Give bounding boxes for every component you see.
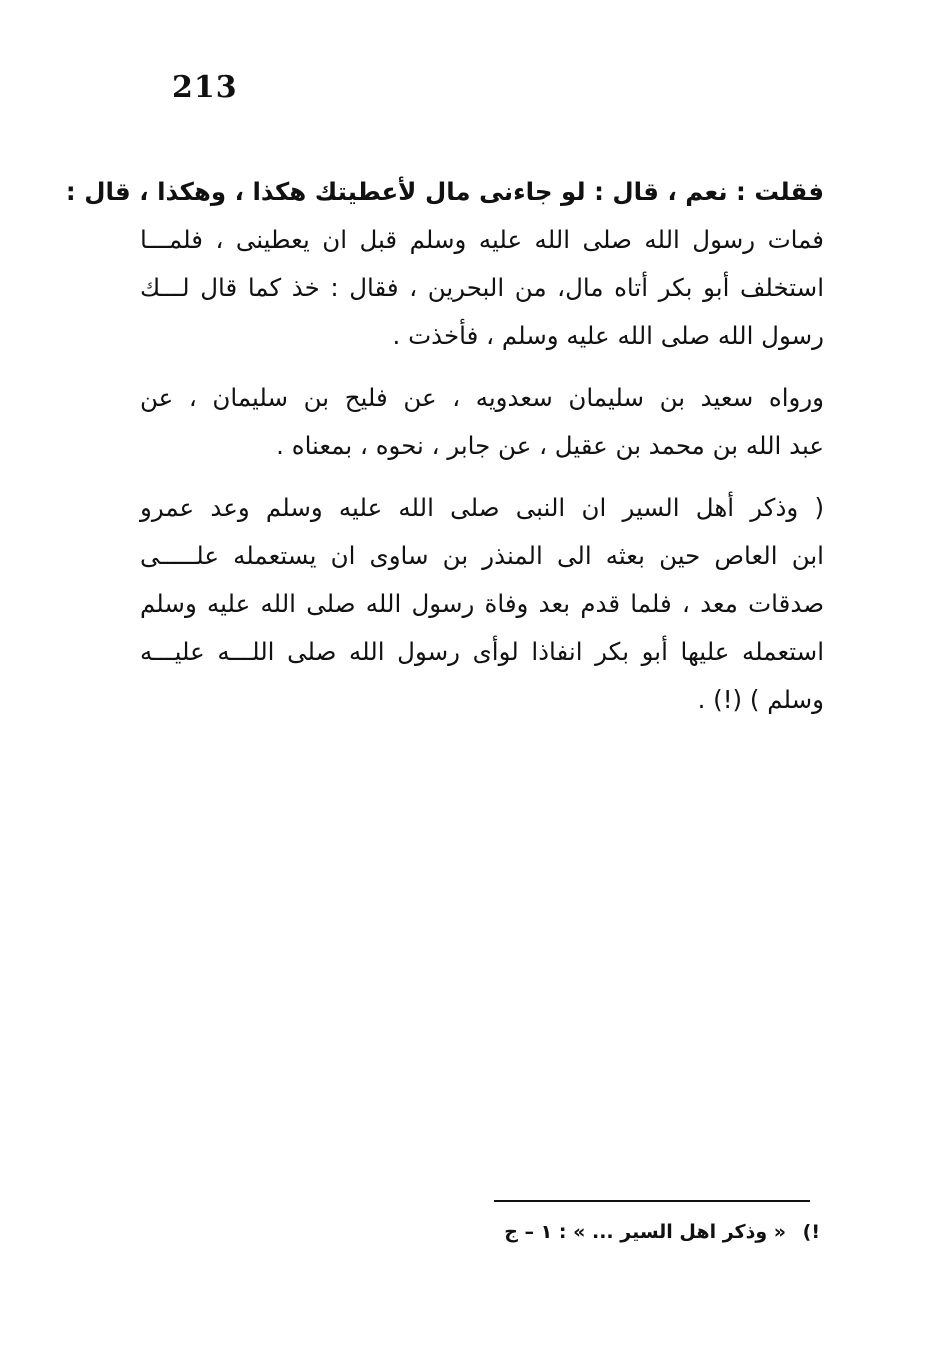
text-line: عبد الله بن محمد بن عقيل ، عن جابر ، نحوه ، بمعناه . (276, 431, 824, 460)
text-line: ( وذكر أهل السير ان النبى صلى الله عليه وسلم وعد عمرو (140, 493, 824, 522)
paragraph-1 (65, 168, 824, 360)
footnote (440, 1214, 820, 1250)
paragraph-2 (140, 374, 824, 470)
footnote-divider (494, 1200, 810, 1202)
text-line: فمات رسول الله صلى الله عليه وسلم قبل ان يعطينى ، فلمـــا (140, 225, 824, 254)
text-line: ورواه سعيد بن سليمان سعدويه ، عن فليح بن سليمان ، عن (140, 383, 824, 412)
text-line: استعمله عليها أبو بكر انفاذا لوأى رسول الله صلى اللـــه عليـــه (140, 637, 824, 666)
text-line: صدقات معد ، فلما قدم بعد وفاة رسول الله صلى الله عليه وسلم (140, 589, 824, 618)
paragraph-3 (140, 484, 824, 724)
footnote-text: « وذكر اهل السير ... » : ١ – ج (504, 1221, 787, 1243)
page-number: 213 (172, 70, 238, 105)
footnote-marker: !) (802, 1221, 820, 1243)
text-line: رسول الله صلى الله عليه وسلم ، فأخذت . (392, 321, 824, 350)
text-line: استخلف أبو بكر أتاه مال، من البحرين ، فقال : خذ كما قال لـــك (140, 273, 824, 302)
text-line: ابن العاص حين بعثه الى المنذر بن ساوى ان يستعمله علـــــى (140, 541, 824, 570)
text-line: وسلم ) (!) . (697, 685, 824, 714)
body-text (65, 168, 824, 738)
text-line: فقلت : نعم ، قال : لو جاءنى مال لأعطيتك هكذا ، وهكذا ، قال : (65, 177, 824, 206)
